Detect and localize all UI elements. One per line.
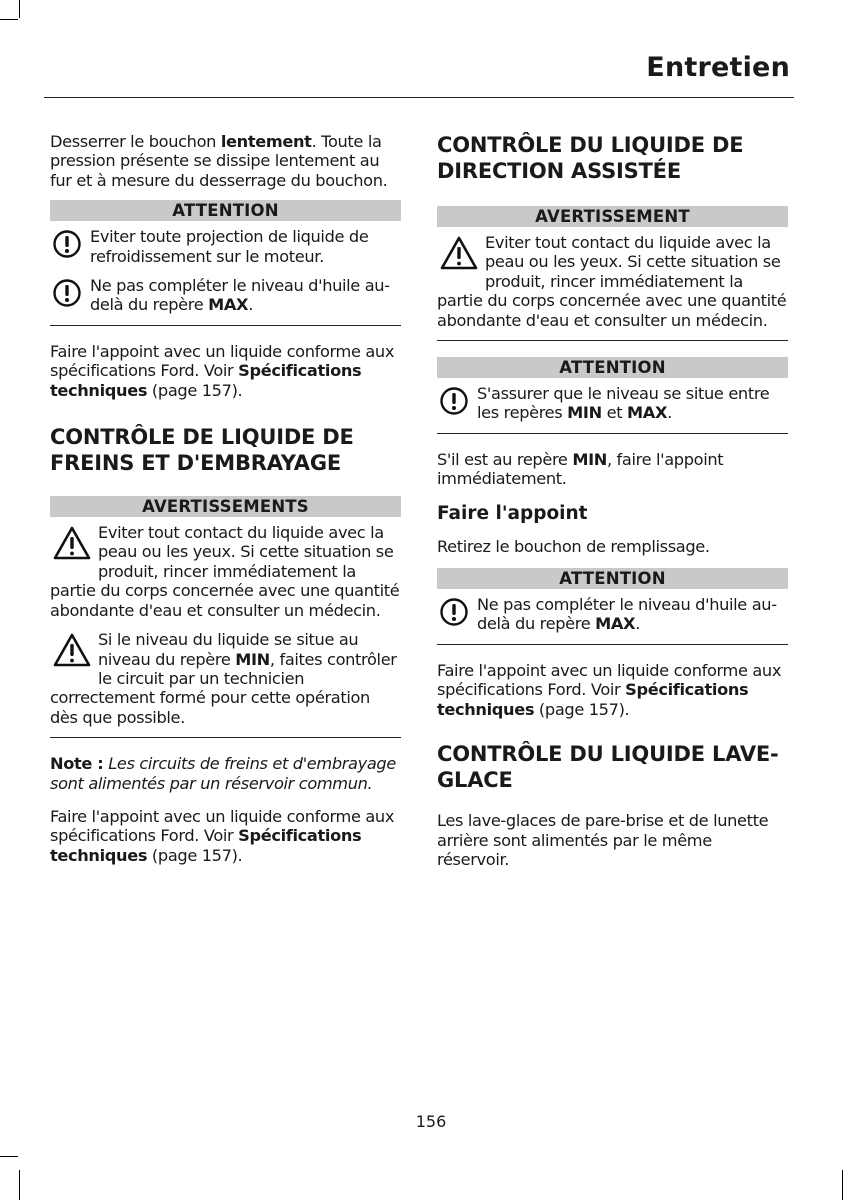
attention-item (50, 227, 401, 266)
attention-text: Eviter toute projection de liquide de refroidissement sur le moteur. (90, 227, 369, 266)
section-heading-steering: CONTRÔLE DU LIQUIDE DE DIRECTION ASSISTÉE (437, 133, 744, 183)
subheading-refill: Faire l'appoint (437, 502, 588, 524)
caution-circle-icon (439, 386, 469, 416)
crop-mark-bottom-right (842, 1170, 843, 1200)
title-divider (44, 97, 794, 98)
section-divider (437, 433, 788, 434)
warning-banner: AVERTISSEMENT (437, 206, 788, 227)
attention-item (50, 276, 401, 315)
crop-mark-bottom-left-h (0, 1156, 18, 1157)
attention-item (437, 595, 788, 634)
refill-paragraph: Faire l'appoint avec un liquide conforme aux spécifications Ford. Voir Spécifications techniques (page 157). (437, 660, 782, 719)
note-paragraph: Note : Les circuits de freins et d'embrayage sont alimentés par un réservoir commun. (50, 754, 396, 793)
warning-list (437, 233, 788, 330)
section-divider (437, 340, 788, 341)
caution-circle-icon (439, 597, 469, 627)
refill-paragraph: Faire l'appoint avec un liquide conforme aux spécifications Ford. Voir Spécifications techniques (page 157). (50, 341, 395, 400)
spec-link[interactable]: Spécifications techniques (50, 361, 362, 400)
section-heading-washer: CONTRÔLE DU LIQUIDE LAVE-GLACE (437, 742, 779, 793)
spec-link[interactable]: Spécifications techniques (50, 826, 362, 865)
attention-list (50, 227, 401, 315)
warning-triangle-icon (439, 235, 479, 271)
warning-item (50, 630, 401, 727)
warning-text: Eviter tout contact du liquide avec la peau ou les yeux. Si cette situation se produit, rincer immédiatement la partie du corps concernée avec une quantité abondante d'eau et consulter un médecin. (50, 523, 400, 620)
spec-link[interactable]: Spécifications techniques (437, 680, 749, 719)
attention-item (437, 384, 788, 423)
right-column (437, 132, 788, 883)
min-paragraph: S'il est au repère MIN, faire l'appoint immédiatement. (437, 449, 724, 489)
section-divider (50, 325, 401, 326)
attention-text: S'assurer que le niveau se situe entre les repères MIN et MAX. (477, 384, 770, 423)
left-column (50, 132, 401, 879)
caution-circle-icon (52, 229, 82, 259)
warning-triangle-icon (52, 632, 92, 668)
intro-paragraph: Desserrer le bouchon lentement. Toute la pression présente se dissipe lentement au fur et à mesure du desserrage du bouchon. (50, 132, 388, 190)
warning-text: Eviter tout contact du liquide avec la peau ou les yeux. Si cette situation se produit, rincer immédiatement la partie du corps concernée avec une quantité abondante d'eau et consulter un médecin. (437, 233, 787, 330)
page-number: 156 (415, 1112, 447, 1131)
page-title: Entretien (646, 52, 790, 83)
caution-circle-icon (52, 278, 82, 308)
crop-mark-top-left-h (0, 19, 18, 20)
attention-text: Ne pas compléter le niveau d'huile au-delà du repère MAX. (90, 276, 390, 315)
crop-mark-top-left (19, 0, 20, 18)
warning-triangle-icon (52, 525, 92, 561)
warning-item (437, 233, 788, 330)
warning-text: Si le niveau du liquide se situe au niveau du repère MIN, faites contrôler le circuit par un technicien correctement formé pour cette opération dès que possible. (50, 630, 397, 727)
attention-banner: ATTENTION (437, 568, 788, 589)
warning-item (50, 523, 401, 620)
attention-banner: ATTENTION (50, 200, 401, 221)
attention-banner: ATTENTION (437, 357, 788, 378)
attention-list (437, 595, 788, 634)
refill-paragraph: Faire l'appoint avec un liquide conforme aux spécifications Ford. Voir Spécifications techniques (page 157). (50, 806, 395, 865)
section-divider (437, 644, 788, 645)
remove-cap-paragraph: Retirez le bouchon de remplissage. (437, 536, 710, 556)
warnings-banner: AVERTISSEMENTS (50, 496, 401, 517)
attention-list (437, 384, 788, 423)
washer-paragraph: Les lave-glaces de pare-brise et de lunette arrière sont alimentés par le même réservoir. (437, 811, 769, 869)
warnings-list (50, 523, 401, 727)
attention-text: Ne pas compléter le niveau d'huile au-delà du repère MAX. (477, 595, 777, 634)
section-heading-brake: CONTRÔLE DE LIQUIDE DE FREINS ET D'EMBRAYAGE (50, 425, 354, 476)
section-divider (50, 737, 401, 738)
crop-mark-bottom-left (19, 1170, 20, 1200)
